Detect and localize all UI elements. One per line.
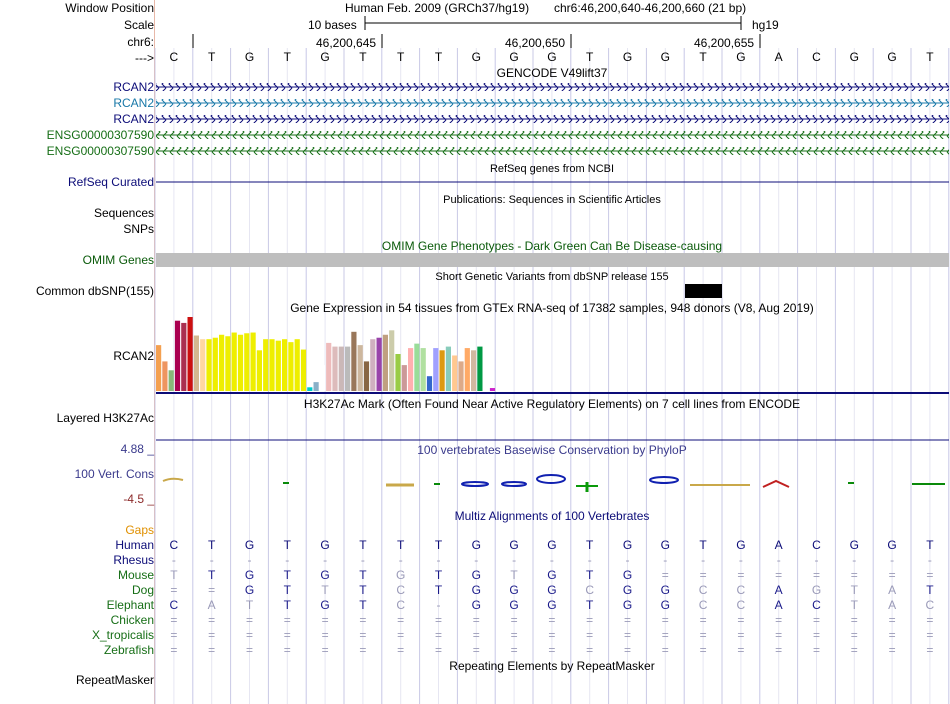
alignment-base-dog: C (585, 583, 595, 597)
alignment-base-mouse: = (737, 568, 745, 582)
alignment-base-human: G (736, 538, 746, 552)
alignment-base-xtrop: = (661, 628, 669, 642)
species-label-human[interactable]: Human (115, 538, 154, 552)
gtex-tissue-bar[interactable] (156, 345, 161, 391)
alignment-base-mouse: T (434, 568, 443, 582)
sequence-base: T (434, 50, 443, 64)
alignment-base-mouse: T (170, 568, 178, 582)
phylop-conservation-glyphs[interactable] (163, 475, 945, 492)
gtex-tissue-bar[interactable] (320, 365, 325, 391)
gtex-tissue-bar[interactable] (345, 347, 350, 391)
gtex-tissue-bar[interactable] (225, 336, 230, 391)
alignment-base-xtrop: = (623, 628, 631, 642)
alignment-base-chicken: = (170, 613, 178, 627)
alignment-base-dog: A (774, 583, 783, 597)
alignment-base-zebrafish: = (699, 643, 707, 657)
gtex-tissue-bar[interactable] (402, 365, 407, 391)
alignment-base-human: G (244, 538, 255, 552)
alignment-base-mouse: G (320, 568, 330, 582)
alignment-base-chicken: = (888, 613, 896, 627)
alignment-base-elephant: T (586, 598, 594, 612)
alignment-base-dog: G (811, 583, 822, 597)
track-label-dbsnp[interactable]: Common dbSNP(155) (35, 284, 154, 298)
alignment-base-dog: = (208, 583, 216, 597)
sequence-base: T (926, 50, 934, 64)
omim-track-title[interactable]: OMIM Gene Phenotypes - Dark Green Can Be Disease-causing (381, 239, 723, 253)
alignment-base-dog: G (622, 583, 633, 597)
gtex-tissue-bar[interactable] (351, 332, 356, 391)
alignment-base-mouse: = (888, 568, 896, 582)
alignment-base-mouse: T (586, 568, 594, 582)
alignment-base-elephant: A (207, 598, 216, 612)
gtex-tissue-bar[interactable] (433, 348, 438, 391)
gtex-tissue-bar[interactable] (188, 317, 193, 391)
sequence-base: G (887, 50, 897, 64)
alignment-base-rhesus: - (360, 553, 365, 567)
gtex-tissue-bar[interactable] (162, 361, 167, 391)
species-label-xtropicalis[interactable]: X_tropicalis (91, 628, 154, 642)
alignment-base-human: G (622, 538, 633, 552)
alignment-base-rhesus: - (814, 553, 819, 567)
alignment-base-zebrafish: = (926, 643, 934, 657)
alignment-base-chicken: = (434, 613, 442, 627)
gtex-tissue-bar[interactable] (213, 338, 218, 391)
alignment-base-human: G (471, 538, 481, 552)
phylop-max-label: 4.88 _ (120, 442, 154, 456)
alignment-base-mouse: = (926, 568, 934, 582)
alignment-base-chicken: = (548, 613, 556, 627)
sequence-base: C (812, 50, 821, 64)
gtex-tissue-bar[interactable] (263, 339, 268, 391)
alignment-base-elephant: G (547, 598, 557, 612)
alignment-base-human: T (397, 538, 405, 552)
alignment-base-elephant: T (850, 598, 858, 612)
gtex-tissue-bar[interactable] (295, 339, 300, 391)
alignment-base-zebrafish: = (548, 643, 556, 657)
repeatmasker-track-title[interactable]: Repeating Elements by RepeatMasker (449, 659, 655, 673)
alignment-base-dog: G (509, 583, 519, 597)
alignment-base-chicken: = (472, 613, 480, 627)
gtex-tissue-bar[interactable] (414, 344, 419, 391)
alignment-base-elephant: C (169, 598, 179, 612)
ruler-tick-label: 46,200,645 (316, 36, 377, 50)
ruler-tick-label: 46,200,650 (505, 36, 566, 50)
alignment-base-rhesus: - (512, 553, 517, 567)
alignment-base-chicken: = (812, 613, 820, 627)
alignment-base-elephant: C (812, 598, 821, 612)
alignment-base-rhesus: - (171, 553, 176, 567)
gencode-track-title[interactable]: GENCODE V49lift37 (496, 66, 608, 80)
alignment-base-rhesus: - (852, 553, 857, 567)
alignment-base-zebrafish: = (812, 643, 820, 657)
track-label-omim[interactable]: OMIM Genes (82, 253, 154, 267)
assembly-name: Human Feb. 2009 (GRCh37/hg19) (345, 1, 530, 15)
alignment-base-zebrafish: = (775, 643, 783, 657)
refseq-track-title[interactable]: RefSeq genes from NCBI (489, 163, 615, 175)
track-label-repeatmasker[interactable]: RepeatMasker (75, 673, 154, 687)
alignment-base-mouse: = (850, 568, 858, 582)
alignment-base-rhesus: - (663, 553, 668, 567)
scale-assembly: hg19 (752, 18, 779, 32)
alignment-base-rhesus: - (701, 553, 706, 567)
alignment-base-chicken: = (359, 613, 367, 627)
gtex-tissue-bar[interactable] (440, 350, 445, 391)
species-label-chicken[interactable]: Chicken (110, 613, 154, 627)
sequence-base: T (359, 50, 367, 64)
alignment-base-rhesus: - (209, 553, 214, 567)
alignment-base-chicken: = (926, 613, 934, 627)
alignment-base-elephant: C (736, 598, 746, 612)
alignment-base-chicken: = (245, 613, 253, 627)
alignment-base-xtrop: = (510, 628, 518, 642)
track-label-phylop[interactable]: 100 Vert. Cons (74, 467, 154, 481)
alignment-base-xtrop: = (926, 628, 934, 642)
alignment-base-human: T (208, 538, 216, 552)
alignment-base-mouse: G (396, 568, 406, 582)
gtex-tissue-bar[interactable] (452, 355, 457, 391)
alignment-base-chicken: = (775, 613, 783, 627)
gtex-tissue-bar[interactable] (314, 382, 319, 391)
gtex-tissue-bar[interactable] (181, 323, 186, 391)
alignment-base-chicken: = (510, 613, 518, 627)
alignment-base-chicken: = (397, 613, 405, 627)
species-label-rhesus[interactable]: Rhesus (113, 553, 154, 567)
gtex-tissue-bar[interactable] (370, 339, 375, 391)
alignment-base-xtrop: = (548, 628, 556, 642)
alignment-base-mouse: = (699, 568, 707, 582)
track-label-snps[interactable]: SNPs (123, 222, 154, 236)
alignment-base-zebrafish: = (737, 643, 745, 657)
alignment-base-xtrop: = (586, 628, 594, 642)
track-label-sequences[interactable]: Sequences (93, 206, 154, 220)
phylop-track-title[interactable]: 100 vertebrates Basewise Conservation by PhyloP (417, 443, 687, 457)
alignment-base-elephant: A (774, 598, 783, 612)
gtex-tissue-bar[interactable] (175, 321, 180, 391)
track-label-rcan2[interactable]: RCAN2 (113, 80, 154, 94)
gtex-track-title[interactable]: Gene Expression in 54 tissues from GTEx RNA-seq of 17382 samples, 948 donors (V8, Aug 2019) (290, 301, 814, 315)
alignment-base-rhesus: - (625, 553, 630, 567)
alignment-base-xtrop: = (245, 628, 253, 642)
track-label-refseq[interactable]: RefSeq Curated (67, 175, 154, 189)
sequence-base: G (509, 50, 519, 64)
gtex-tissue-bar[interactable] (389, 330, 394, 391)
alignment-base-elephant: C (396, 598, 406, 612)
alignment-base-rhesus: - (247, 553, 252, 567)
alignment-base-zebrafish: = (472, 643, 480, 657)
alignment-base-human: A (774, 538, 783, 552)
alignment-base-chicken: = (850, 613, 858, 627)
gencode-transcript-rcan2[interactable] (156, 99, 949, 107)
alignment-base-xtrop: = (434, 628, 442, 642)
alignment-base-xtrop: = (775, 628, 783, 642)
alignment-base-zebrafish: = (661, 643, 669, 657)
alignment-base-dog: G (471, 583, 481, 597)
alignment-base-xtrop: = (737, 628, 745, 642)
sequence-base: G (622, 50, 633, 64)
alignment-base-elephant: T (283, 598, 291, 612)
gtex-tissue-bar[interactable] (251, 333, 256, 391)
alignment-base-rhesus: - (776, 553, 781, 567)
alignment-base-xtrop: = (888, 628, 896, 642)
alignment-base-dog: = (170, 583, 178, 597)
alignment-base-mouse: = (661, 568, 669, 582)
alignment-base-dog: G (547, 583, 557, 597)
gencode-transcript-rcan2[interactable] (156, 115, 949, 123)
alignment-base-zebrafish: = (510, 643, 518, 657)
sequence-base: T (397, 50, 405, 64)
alignment-base-human: T (699, 538, 707, 552)
alignment-base-zebrafish: = (586, 643, 594, 657)
strand-label: ---> (135, 51, 154, 65)
alignment-base-zebrafish: = (170, 643, 178, 657)
gtex-tissue-bar[interactable] (477, 347, 482, 391)
gtex-tissue-bar[interactable] (238, 335, 243, 391)
gtex-tissue-bar[interactable] (358, 345, 363, 391)
sequence-base: G (320, 50, 330, 64)
alignment-base-elephant: C (698, 598, 708, 612)
alignment-base-rhesus: - (398, 553, 403, 567)
species-label-mouse[interactable]: Mouse (117, 568, 154, 582)
alignment-base-elephant: G (320, 598, 330, 612)
alignment-base-zebrafish: = (888, 643, 896, 657)
alignment-base-mouse: G (547, 568, 557, 582)
window-position-label: Window Position (65, 1, 154, 15)
alignment-base-zebrafish: = (623, 643, 631, 657)
alignment-base-human: G (887, 538, 897, 552)
gtex-tissue-bar[interactable] (490, 388, 495, 391)
phylop-min-label: -4.5 _ (123, 492, 154, 506)
alignment-base-dog: C (698, 583, 708, 597)
alignment-base-human: C (169, 538, 179, 552)
dbsnp-variant[interactable] (685, 284, 722, 298)
alignment-base-chicken: = (699, 613, 707, 627)
gtex-tissue-bar[interactable] (326, 343, 331, 391)
alignment-base-dog: C (736, 583, 746, 597)
gtex-tissue-bar[interactable] (465, 348, 470, 391)
alignment-base-rhesus: - (436, 553, 441, 567)
alignment-base-dog: T (359, 583, 367, 597)
alignment-base-elephant: A (888, 598, 897, 612)
track-label-gaps[interactable]: Gaps (125, 523, 154, 537)
alignment-base-rhesus: - (323, 553, 328, 567)
track-label-rcan2[interactable]: RCAN2 (113, 96, 154, 110)
alignment-base-xtrop: = (283, 628, 291, 642)
alignment-base-dog: T (434, 583, 443, 597)
alignment-base-chicken: = (737, 613, 745, 627)
alignment-base-mouse: = (812, 568, 820, 582)
alignment-base-dog: T (321, 583, 329, 597)
gtex-tissue-bar[interactable] (200, 339, 205, 391)
gtex-tissue-bar[interactable] (276, 341, 281, 391)
alignment-base-chicken: = (283, 613, 291, 627)
alignment-base-elephant: T (359, 598, 367, 612)
ruler-tick-label: 46,200,655 (694, 36, 755, 50)
gtex-tissue-bar[interactable] (307, 387, 312, 391)
gtex-tissue-bar[interactable] (446, 347, 451, 391)
gtex-tissue-bar[interactable] (194, 336, 199, 392)
gtex-tissue-bar[interactable] (257, 350, 262, 391)
alignment-base-rhesus: - (549, 553, 554, 567)
gtex-tissue-bar[interactable] (206, 339, 211, 391)
alignment-base-human: T (926, 538, 934, 552)
alignment-base-mouse: T (359, 568, 367, 582)
track-label-ensg[interactable]: ENSG00000307590 (46, 128, 154, 142)
alignment-base-rhesus: - (474, 553, 479, 567)
gtex-tissue-bar[interactable] (301, 350, 306, 391)
alignment-base-human: T (359, 538, 367, 552)
scale-label: Scale (123, 18, 154, 32)
alignment-base-elephant: G (509, 598, 519, 612)
alignment-base-elephant: T (245, 598, 254, 612)
alignment-base-xtrop: = (359, 628, 367, 642)
alignment-base-human: G (320, 538, 330, 552)
alignment-base-chicken: = (321, 613, 329, 627)
alignment-base-human: C (812, 538, 821, 552)
alignment-base-human: G (660, 538, 670, 552)
gtex-tissue-bar[interactable] (232, 333, 237, 391)
alignment-base-elephant: G (660, 598, 670, 612)
gtex-tissue-bar[interactable] (244, 333, 249, 391)
alignment-base-human: G (849, 538, 859, 552)
alignment-base-rhesus: - (587, 553, 592, 567)
alignment-base-xtrop: = (397, 628, 405, 642)
alignment-base-elephant: G (622, 598, 633, 612)
sequence-base: T (586, 50, 594, 64)
gtex-tissue-bar[interactable] (269, 339, 274, 391)
sequence-base: T (208, 50, 216, 64)
gtex-tissue-bar[interactable] (383, 335, 388, 391)
gencode-transcript-ensg[interactable] (156, 131, 949, 139)
alignment-base-dog: A (888, 583, 897, 597)
alignment-base-dog: G (660, 583, 670, 597)
alignment-base-xtrop: = (321, 628, 329, 642)
alignment-base-elephant: C (925, 598, 935, 612)
gtex-tissue-bar[interactable] (288, 342, 293, 391)
sequence-base: T (283, 50, 291, 64)
alignment-base-human: T (586, 538, 594, 552)
gtex-tissue-bar[interactable] (339, 347, 344, 391)
gtex-tissue-bar[interactable] (364, 361, 369, 391)
alignment-base-xtrop: = (850, 628, 858, 642)
alignment-base-dog: T (926, 583, 934, 597)
alignment-base-elephant: G (471, 598, 481, 612)
alignment-base-mouse: G (622, 568, 633, 582)
alignment-base-chicken: = (623, 613, 631, 627)
publications-track-title[interactable]: Publications: Sequences in Scientific Articles (443, 194, 661, 206)
alignment-base-rhesus: - (927, 553, 932, 567)
alignment-base-elephant: - (436, 598, 441, 612)
species-label-dog[interactable]: Dog (131, 583, 154, 597)
alignment-base-zebrafish: = (208, 643, 216, 657)
gtex-tissue-bar[interactable] (484, 348, 489, 391)
sequence-base: A (774, 50, 783, 64)
alignment-base-mouse: = (775, 568, 783, 582)
scale-text: 10 bases (308, 18, 357, 32)
alignment-base-dog: T (283, 583, 291, 597)
gtex-tissue-bar[interactable] (458, 361, 463, 391)
gencode-transcript-ensg[interactable] (156, 147, 949, 155)
alignment-base-zebrafish: = (321, 643, 329, 657)
alignment-base-mouse: T (510, 568, 518, 582)
gtex-tissue-bar[interactable] (427, 376, 432, 391)
alignment-base-chicken: = (208, 613, 216, 627)
gtex-tissue-bar[interactable] (219, 335, 224, 391)
sequence-base: C (169, 50, 179, 64)
chrom-label: chr6: (127, 35, 154, 49)
sequence-base: G (471, 50, 481, 64)
species-label-elephant[interactable]: Elephant (106, 598, 154, 612)
sequence-base: T (699, 50, 707, 64)
window-coordinates: chr6:46,200,640-46,200,660 (21 bp) (554, 1, 747, 15)
gtex-tissue-bar[interactable] (169, 370, 174, 391)
gtex-tissue-bar[interactable] (377, 338, 382, 391)
omim-gene-bar[interactable] (156, 253, 949, 267)
alignment-base-human: T (283, 538, 291, 552)
alignment-base-chicken: = (586, 613, 594, 627)
sequence-base: G (547, 50, 557, 64)
alignment-base-rhesus: - (738, 553, 743, 567)
gtex-tissue-bar[interactable] (395, 354, 400, 391)
gencode-transcript-rcan2[interactable] (156, 83, 949, 91)
alignment-base-mouse: G (244, 568, 255, 582)
alignment-base-zebrafish: = (850, 643, 858, 657)
alignment-base-human: T (434, 538, 443, 552)
alignment-base-mouse: G (471, 568, 481, 582)
alignment-base-xtrop: = (812, 628, 820, 642)
alignment-base-xtrop: = (170, 628, 178, 642)
alignment-base-zebrafish: = (359, 643, 367, 657)
alignment-base-chicken: = (661, 613, 669, 627)
alignment-base-zebrafish: = (397, 643, 405, 657)
alignment-base-dog: T (850, 583, 858, 597)
alignment-base-human: G (509, 538, 519, 552)
alignment-base-xtrop: = (699, 628, 707, 642)
gtex-tissue-bar[interactable] (332, 347, 337, 391)
alignment-base-rhesus: - (285, 553, 290, 567)
sequence-base: G (736, 50, 746, 64)
sequence-base: G (660, 50, 670, 64)
alignment-base-zebrafish: = (283, 643, 291, 657)
track-label-gtex-rcan2[interactable]: RCAN2 (113, 349, 154, 363)
alignment-base-mouse: T (208, 568, 216, 582)
sequence-base: G (849, 50, 859, 64)
alignment-base-human: G (547, 538, 557, 552)
gtex-tissue-bar[interactable] (471, 350, 476, 391)
alignment-base-xtrop: = (208, 628, 216, 642)
sequence-base: G (244, 50, 255, 64)
multiz-track-title[interactable]: Multiz Alignments of 100 Vertebrates (454, 509, 650, 523)
species-label-zebrafish[interactable]: Zebrafish (103, 643, 154, 657)
h3k27ac-track-title[interactable]: H3K27Ac Mark (Often Found Near Active Regulatory Elements) on 7 cell lines from ENCODE (303, 397, 801, 411)
gtex-tissue-bar[interactable] (408, 348, 413, 391)
gtex-expression-bars[interactable] (156, 317, 495, 391)
dbsnp-track-title[interactable]: Short Genetic Variants from dbSNP release 155 (435, 271, 669, 283)
alignment-base-rhesus: - (890, 553, 895, 567)
gtex-tissue-bar[interactable] (421, 348, 426, 391)
alignment-base-dog: G (244, 583, 255, 597)
gtex-tissue-bar[interactable] (282, 339, 287, 391)
alignment-base-mouse: T (283, 568, 291, 582)
alignment-base-dog: C (396, 583, 406, 597)
alignment-base-zebrafish: = (245, 643, 253, 657)
alignment-base-zebrafish: = (434, 643, 442, 657)
track-label-ensg[interactable]: ENSG00000307590 (46, 144, 154, 158)
track-label-h3k27ac[interactable]: Layered H3K27Ac (56, 411, 154, 425)
track-label-rcan2[interactable]: RCAN2 (113, 112, 154, 126)
alignment-base-xtrop: = (472, 628, 480, 642)
